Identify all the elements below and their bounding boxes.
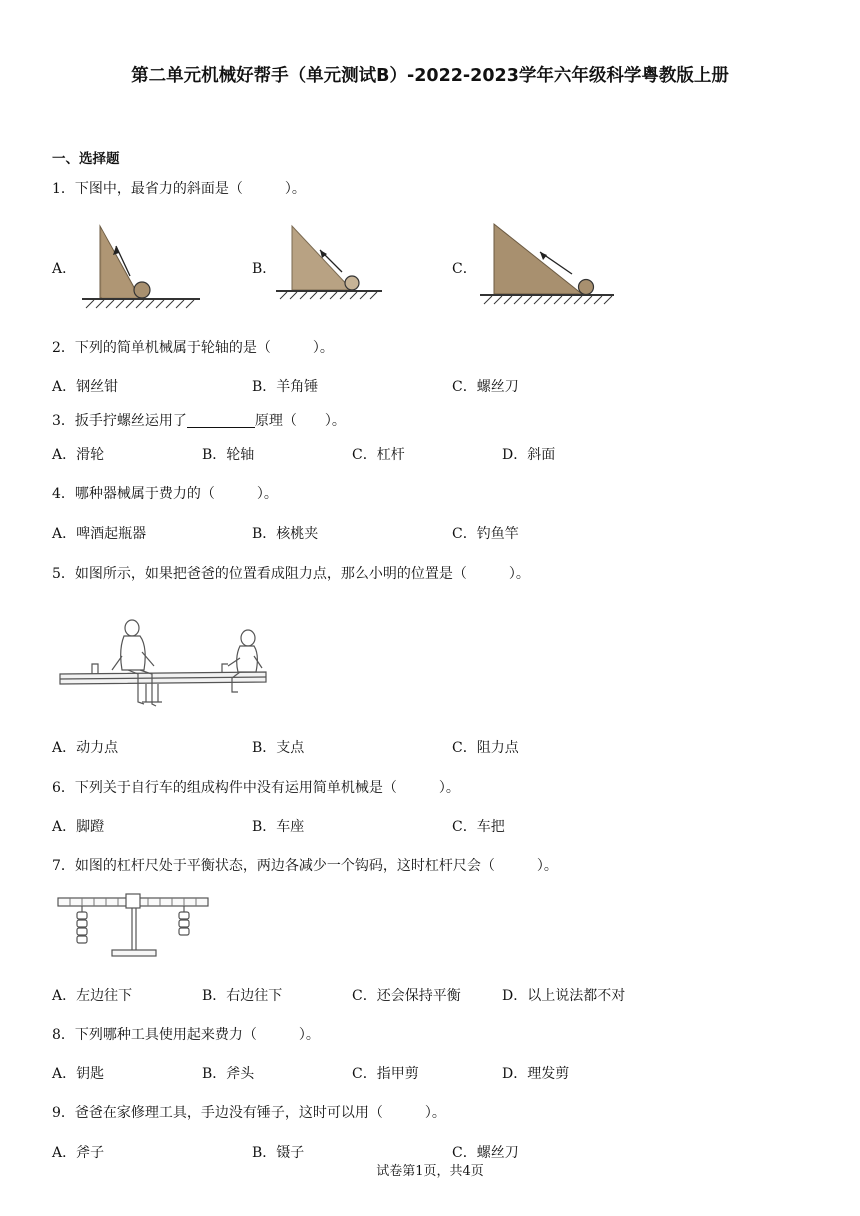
question-3-stem-part2: 原理（ ）。 bbox=[254, 413, 346, 429]
question-6-option-c[interactable]: C．车把 bbox=[452, 819, 505, 835]
question-6-option-b[interactable]: B．车座 bbox=[252, 819, 305, 835]
lever-balance-figure bbox=[56, 892, 216, 962]
question-4-option-b[interactable]: B．核桃夹 bbox=[252, 526, 319, 542]
question-7-option-a[interactable]: A．左边往下 bbox=[52, 988, 133, 1004]
question-2-stem: 2．下列的简单机械属于轮轴的是（ ）。 bbox=[52, 340, 334, 356]
question-6-option-a[interactable]: A．脚蹬 bbox=[52, 819, 105, 835]
question-1-option-b[interactable]: B． bbox=[252, 261, 277, 277]
section-heading: 一、选择题 bbox=[52, 151, 120, 167]
question-4-stem: 4．哪种器械属于费力的（ ）。 bbox=[52, 486, 278, 502]
question-1-option-a[interactable]: A． bbox=[52, 261, 77, 277]
slope-figure-b bbox=[276, 222, 386, 302]
question-3-option-c[interactable]: C．杠杆 bbox=[352, 447, 405, 463]
question-5-option-b[interactable]: B．支点 bbox=[252, 740, 305, 756]
question-4-option-a[interactable]: A．啤酒起瓶器 bbox=[52, 526, 147, 542]
question-8-stem: 8．下列哪种工具使用起来费力（ ）。 bbox=[52, 1027, 320, 1043]
question-7-option-b[interactable]: B．右边往下 bbox=[202, 988, 283, 1004]
question-2-option-a[interactable]: A．钢丝钳 bbox=[52, 379, 119, 395]
question-2-option-c[interactable]: C．螺丝刀 bbox=[452, 379, 519, 395]
question-9-option-b[interactable]: B．镊子 bbox=[252, 1145, 305, 1161]
question-3-option-d[interactable]: D．斜面 bbox=[502, 447, 556, 463]
question-6-stem: 6．下列关于自行车的组成构件中没有运用简单机械是（ ）。 bbox=[52, 780, 460, 796]
question-4-option-c[interactable]: C．钓鱼竿 bbox=[452, 526, 519, 542]
question-9-stem: 9．爸爸在家修理工具，手边没有锤子，这时可以用（ ）。 bbox=[52, 1105, 446, 1121]
page-title: 第二单元机械好帮手（单元测试B）-2022-2023学年六年级科学粤教版上册 bbox=[131, 66, 729, 86]
question-5-option-c[interactable]: C．阻力点 bbox=[452, 740, 519, 756]
question-3-stem-part1: 3．扳手拧螺丝运用了 bbox=[52, 413, 187, 429]
question-9-option-a[interactable]: A．斧子 bbox=[52, 1145, 105, 1161]
slope-figure-c bbox=[480, 222, 620, 312]
question-2-option-b[interactable]: B．羊角锤 bbox=[252, 379, 319, 395]
page-footer: 试卷第1页，共4页 bbox=[376, 1164, 484, 1179]
question-3-stem bbox=[52, 410, 346, 430]
question-8-option-b[interactable]: B．斧头 bbox=[202, 1066, 255, 1082]
question-5-stem: 5．如图所示，如果把爸爸的位置看成阻力点，那么小明的位置是（ ）。 bbox=[52, 566, 530, 582]
question-1-stem: 1．下图中，最省力的斜面是（ ）。 bbox=[52, 181, 306, 197]
question-1-option-c[interactable]: C． bbox=[452, 261, 477, 277]
question-7-option-c[interactable]: C．还会保持平衡 bbox=[352, 988, 461, 1004]
question-5-option-a[interactable]: A．动力点 bbox=[52, 740, 119, 756]
question-3-option-a[interactable]: A．滑轮 bbox=[52, 447, 105, 463]
question-7-stem: 7．如图的杠杆尺处于平衡状态，两边各减少一个钩码，这时杠杆尺会（ ）。 bbox=[52, 858, 558, 874]
seesaw-figure bbox=[56, 612, 276, 712]
question-9-option-c[interactable]: C．螺丝刀 bbox=[452, 1145, 519, 1161]
question-3-option-b[interactable]: B．轮轴 bbox=[202, 447, 255, 463]
answer-blank[interactable] bbox=[187, 413, 255, 428]
slope-figure-a bbox=[82, 222, 202, 312]
question-8-option-c[interactable]: C．指甲剪 bbox=[352, 1066, 419, 1082]
question-8-option-d[interactable]: D．理发剪 bbox=[502, 1066, 570, 1082]
question-8-option-a[interactable]: A．钥匙 bbox=[52, 1066, 105, 1082]
question-7-option-d[interactable]: D．以上说法都不对 bbox=[502, 988, 626, 1004]
